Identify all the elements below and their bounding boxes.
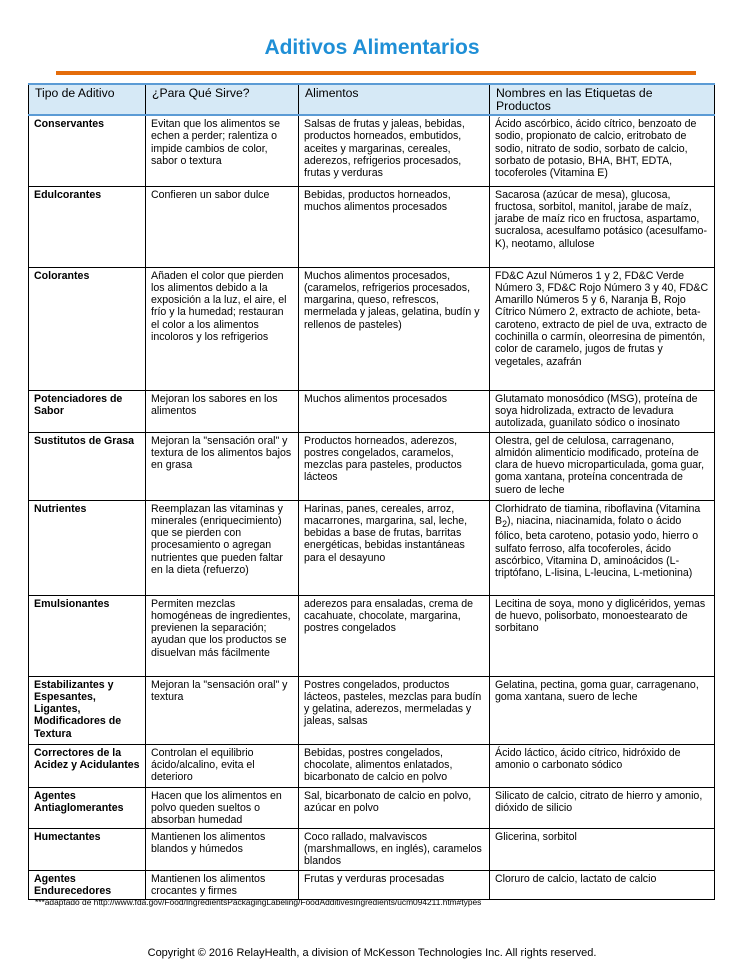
table-header-row (29, 84, 715, 115)
header-purpose: ¿Para Qué Sirve? (146, 84, 299, 115)
additive-type: Estabilizantes y Espesantes, Ligantes, Modificadores de Textura (29, 676, 146, 744)
label-names: Olestra, gel de celulosa, carragenano, almidón alimenticio modificado, proteína de clara de huevo microparticulada, goma guar, goma xantana, proteína concentrada de suero de leche (490, 432, 715, 500)
label-names: Ácido ascórbico, ácido cítrico, benzoato de sodio, propionato de calcio, eritrobato de sodio, nitrato de sodio, sorbato de calcio, sorbato de potasio, BHA, BHT, EDTA, tocoferoles (Vitamina E) (490, 115, 715, 186)
table-row (29, 870, 715, 899)
header-additive-type: Tipo de Aditivo (29, 84, 146, 115)
purpose: Reemplazan las vitaminas y minerales (enriquecimiento) que se pierden con procesamiento o agregan nutrientes que pueden faltar en la dieta (refuerzo) (146, 500, 299, 595)
purpose: Mejoran la "sensación oral" y textura de los alimentos bajos en grasa (146, 432, 299, 500)
header-foods: Alimentos (299, 84, 490, 115)
table-row (29, 595, 715, 676)
purpose: Controlan el equilibrio ácido/alcalino, evita el deterioro (146, 744, 299, 787)
foods: aderezos para ensaladas, crema de cacahuate, chocolate, margarina, postres congelados (299, 595, 490, 676)
foods: Bebidas, postres congelados, chocolate, alimentos enlatados, bicarbonato de calcio en polvo (299, 744, 490, 787)
additive-type: Emulsionantes (29, 595, 146, 676)
foods: Bebidas, productos horneados, muchos alimentos procesados (299, 186, 490, 267)
table-row (29, 390, 715, 432)
foods: Salsas de frutas y jaleas, bebidas, productos horneados, embutidos, aceites y margarinas, cereales, aderezos, refrigerios procesados, frutas y verduras (299, 115, 490, 186)
label-names: Glutamato monosódico (MSG), proteína de soya hidrolizada, extracto de levadura autolizada, guanilato sódico o inosinato (490, 390, 715, 432)
header-label-names: Nombres en las Etiquetas de Productos (490, 84, 715, 115)
table-row (29, 186, 715, 267)
label-names-part: ), niacina, niacinamida, folato o ácido fólico, beta caroteno, potasio yodo, hierro o sulfato ferroso, alfa tocoferoles, ácido ascórbico, Vitamina D, aminoácidos (L-triptófano, L-lisina, L-leucina, L-metionina) (495, 514, 699, 580)
additive-type: Nutrientes (29, 500, 146, 595)
page-title: Aditivos Alimentarios (264, 36, 480, 59)
foods: Muchos alimentos procesados (299, 390, 490, 432)
additive-type: Conservantes (29, 115, 146, 186)
label-names: Lecitina de soya, mono y diglicéridos, yemas de huevo, polisorbato, monoestearato de sorbitano (490, 595, 715, 676)
source-footnote: ***adaptado de http://www.fda.gov/Food/IngredientsPackagingLabeling/FoodAdditivesIngredients/ucm094211.htm#types (35, 897, 482, 907)
foods: Productos horneados, aderezos, postres congelados, caramelos, mezclas para pasteles, productos lácteos (299, 432, 490, 500)
label-names: Silicato de calcio, citrato de hierro y amonio, dióxido de silicio (490, 787, 715, 828)
additive-type: Sustitutos de Grasa (29, 432, 146, 500)
foods: Frutas y verduras procesadas (299, 870, 490, 899)
label-names: Gelatina, pectina, goma guar, carragenano, goma xantana, suero de leche (490, 676, 715, 744)
additive-type: Colorantes (29, 267, 146, 390)
purpose: Mantienen los alimentos crocantes y firmes (146, 870, 299, 899)
label-names-part: Clorhidrato de tiamina, riboflavina (Vitamina B (495, 502, 701, 527)
table-row (29, 432, 715, 500)
copyright-notice: Copyright © 2016 RelayHealth, a division of McKesson Technologies Inc. All rights reserved. (147, 947, 597, 959)
additives-table (28, 83, 715, 900)
table-row (29, 787, 715, 828)
purpose: Añaden el color que pierden los alimentos debido a la exposición a la luz, el aire, el frío y la humedad; restauran el color a los alimentos incoloros y los refrigerios (146, 267, 299, 390)
label-names: Cloruro de calcio, lactato de calcio (490, 870, 715, 899)
purpose: Evitan que los alimentos se echen a perder; ralentiza o impide cambios de color, sabor o textura (146, 115, 299, 186)
label-names: Ácido láctico, ácido cítrico, hidróxido de amonio o carbonato sódico (490, 744, 715, 787)
foods: Coco rallado, malvaviscos (marshmallows, en inglés), caramelos blandos (299, 828, 490, 870)
table-row (29, 500, 715, 595)
table-row (29, 828, 715, 870)
additive-type: Correctores de la Acidez y Acidulantes (29, 744, 146, 787)
label-names (490, 500, 715, 595)
purpose: Mantienen los alimentos blandos y húmedos (146, 828, 299, 870)
table-row (29, 115, 715, 186)
table-row (29, 744, 715, 787)
foods: Postres congelados, productos lácteos, pasteles, mezclas para budín y gelatina, aderezos, mermeladas y jaleas, salsas (299, 676, 490, 744)
additive-type: Agentes Endurecedores (29, 870, 146, 899)
label-names: Sacarosa (azúcar de mesa), glucosa, fructosa, sorbitol, manitol, jarabe de maíz, jarabe de maíz rico en fructosa, aspartamo, sucralosa, acesulfamo potásico (acesulfamo-K), neotamo, allulose (490, 186, 715, 267)
table-row (29, 676, 715, 744)
purpose: Permiten mezclas homogéneas de ingredientes, previenen la separación; ayudan que los productos se disuelvan más fácilmente (146, 595, 299, 676)
foods: Sal, bicarbonato de calcio en polvo, azúcar en polvo (299, 787, 490, 828)
table-row (29, 267, 715, 390)
additive-type: Agentes Antiaglomerantes (29, 787, 146, 828)
vitamin-subscript: 2 (502, 518, 507, 529)
title-underline (56, 71, 696, 75)
purpose: Hacen que los alimentos en polvo queden sueltos o absorban humedad (146, 787, 299, 828)
label-names: FD&C Azul Números 1 y 2, FD&C Verde Número 3, FD&C Rojo Número 3 y 40, FD&C Amarillo Números 5 y 6, Naranja B, Rojo Cítrico Número 2, extracto de achiote, beta-caroteno, extracto de piel de uva, extracto de cochinilla o carmín, oleorresina de pimentón, color de caramelo, jugos de frutas y vegetales, azafrán (490, 267, 715, 390)
purpose: Mejoran la "sensación oral" y textura (146, 676, 299, 744)
additive-type: Edulcorantes (29, 186, 146, 267)
foods: Harinas, panes, cereales, arroz, macarrones, margarina, sal, leche, bebidas a base de frutas, barritas energéticas, bebidas instantáneas para el desayuno (299, 500, 490, 595)
foods: Muchos alimentos procesados, (caramelos, refrigerios procesados, margarina, queso, refrescos, mermelada y jaleas, gelatina, budín y rellenos de pasteles) (299, 267, 490, 390)
purpose: Confieren un sabor dulce (146, 186, 299, 267)
purpose: Mejoran los sabores en los alimentos (146, 390, 299, 432)
additive-type: Humectantes (29, 828, 146, 870)
label-names: Glicerina, sorbitol (490, 828, 715, 870)
additive-type: Potenciadores de Sabor (29, 390, 146, 432)
